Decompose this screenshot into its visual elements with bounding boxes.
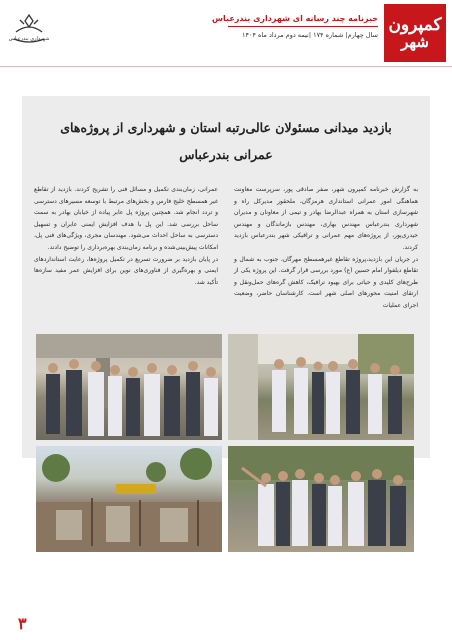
paragraph: در پایان بازدید بر ضرورت تسریع در تکمیل پروژه‌ها، رعایت استانداردهای ایمنی و بهره‌گیری از فناوری‌های نوین برای افزایش عمر مفید سازه‌ها تأکید شد. bbox=[34, 255, 218, 286]
article-column-left bbox=[34, 184, 218, 288]
photo-officials-discussion bbox=[228, 446, 414, 552]
paragraph: به گزارش خبرنامه کمپرون شهر، صفر صادقی پور، سرپرست معاونت هماهنگی امور عمرانی استانداری هرمزگان، ملحقور مدیرکل راه و شهرسازی استان به همراه عبدالرضا بهادر و تیمی از معاونان و مدیران شهرداری بندرعباس مهندس بهاری، مهندس بازماندگان و مهندس حیدری‌پور، از پروژه‌های مهم عمرانی و ترافیکی شهر بندرعباس بازدید کردند. bbox=[234, 186, 418, 251]
photo-excavation-site bbox=[36, 446, 222, 552]
photo-officials-site-road bbox=[228, 334, 414, 440]
issue-info: سال چهارم| شماره ۱۷۴ |نیمه دوم مرداد ماه ۱۴۰۴ bbox=[241, 31, 378, 39]
page-number: ۳ bbox=[18, 614, 27, 633]
article-column-right bbox=[234, 184, 418, 312]
article-title-line-1: بازدید میدانی مسئولان عالی‌رتبه استان و شهرداری از پروژه‌های bbox=[60, 120, 392, 135]
brand-logo bbox=[384, 4, 446, 62]
brand-line-2: شهر bbox=[401, 32, 429, 51]
header-bottom-line bbox=[0, 66, 452, 67]
municipality-logo bbox=[8, 12, 50, 52]
brand-line-1: کمپرون bbox=[388, 14, 442, 35]
paragraph: در جریان این بازدید،پروژه تقاطع غیرهمسطح مهرگان، جنوب به شمال و تقاطع دیلفوار امام حسین (ع) مورد بررسی قرار گرفت. این پروژه یکی از طرح‌های کلیدی و حیاتی برای بهبود ترافیک، کاهش گره‌های حمل‌ونقل و ارتقای امنیت محورهای اصلی شهر است. کارشناسان حاضر، وضعیت اجرای عملیات bbox=[234, 255, 418, 309]
article-title-line-2: عمرانی بندرعباس bbox=[179, 147, 273, 162]
photo-officials-under-bridge bbox=[36, 334, 222, 440]
logo-text: شهرداری بندرعباس bbox=[8, 36, 50, 42]
newsletter-title: خبرنامه چند رسانه ای شهرداری بندرعباس bbox=[212, 14, 378, 23]
paragraph: عمرانی، زمان‌بندی تکمیل و مسائل فنی را تشریح کردند. بازدید از تقاطع غیر همسطح خلیج فارس و بخش‌های مرتبط با توسعه مسیرهای دسترسی و تردد انجام شد. همچنین پروژه پل عابر پیاده از خیابان بهادر به سمت ساحل بررسی شد. این پل با هدف افزایش ایمنی عابران و تسهیل دسترسی به ساحل احداث می‌شود. مهندسان مجری، ویژگی‌های فنی پل، امکانات پیش‌بینی‌شده و برنامه زمان‌بندی بهره‌برداری را توضیح دادند. bbox=[34, 186, 218, 251]
header-divider bbox=[228, 26, 378, 27]
